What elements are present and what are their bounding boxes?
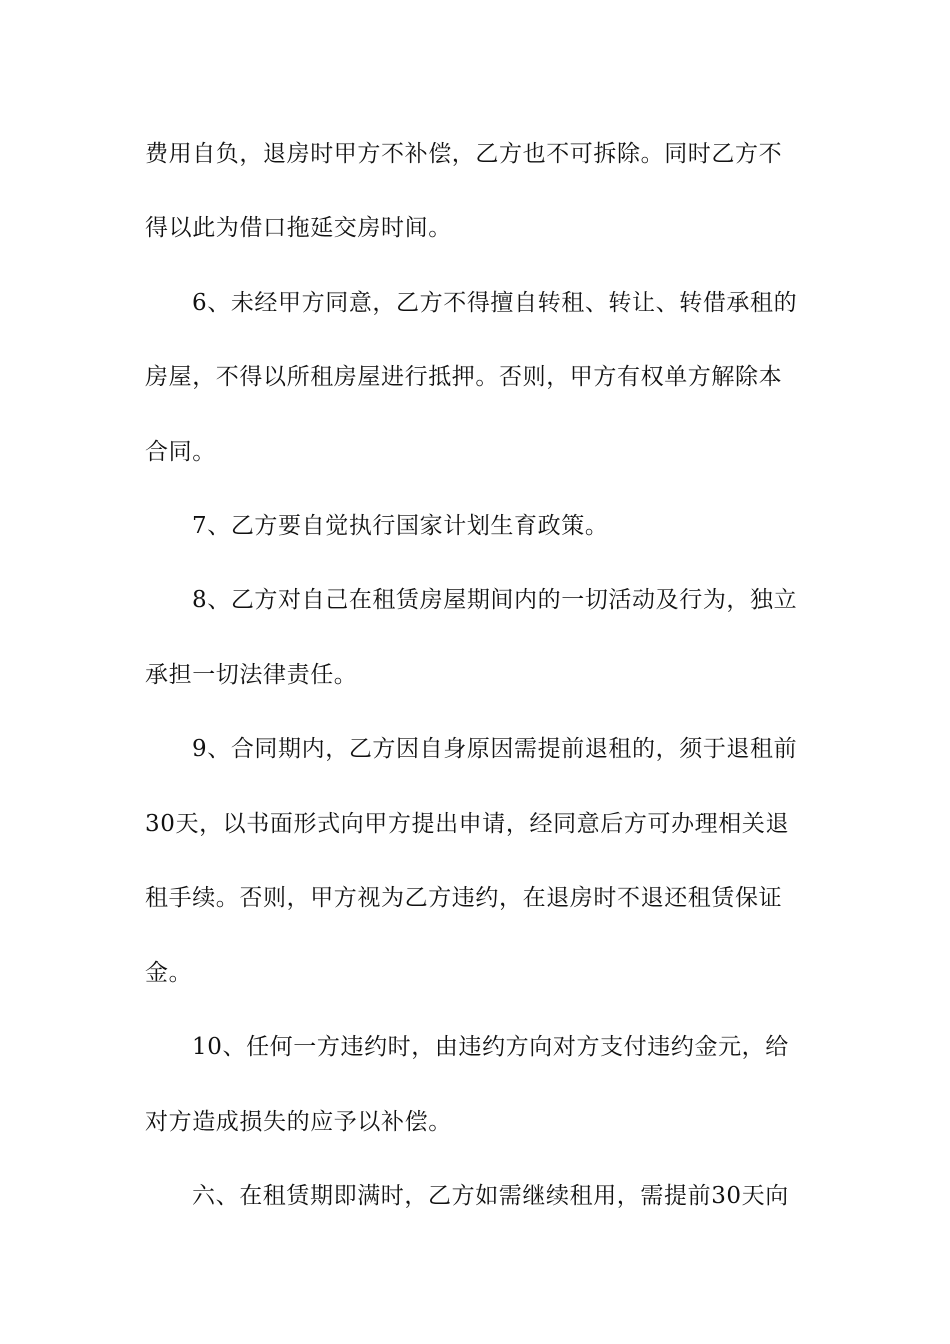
text-line: 对方造成损失的应予以补偿。 — [145, 1109, 452, 1135]
text-line: 8、乙方对自己在租赁房屋期间内的一切活动及行为，独立 — [192, 587, 798, 613]
text-line: 金。 — [145, 960, 193, 986]
text-line: 7、乙方要自觉执行国家计划生育政策。 — [192, 513, 609, 539]
text-line: 9、合同期内，乙方因自身原因需提前退租的，须于退租前 — [192, 736, 798, 762]
text-line: 费用自负，退房时甲方不补偿，乙方也不可拆除。同时乙方不 — [145, 141, 783, 167]
text-line: 6、未经甲方同意，乙方不得擅自转租、转让、转借承租的 — [192, 290, 798, 316]
text-line: 房屋，不得以所租房屋进行抵押。否则，甲方有权单方解除本 — [145, 364, 783, 390]
text-line: 合同。 — [145, 439, 216, 465]
text-line: 承担一切法律责任。 — [145, 662, 358, 688]
text-line: 10、任何一方违约时，由违约方向对方支付违约金元，给 — [192, 1034, 789, 1060]
text-line: 六、在租赁期即满时，乙方如需继续租用，需提前30天向 — [192, 1183, 789, 1209]
text-line: 得以此为借口拖延交房时间。 — [145, 215, 452, 241]
text-line: 30天，以书面形式向甲方提出申请，经同意后方可办理相关退 — [145, 811, 790, 837]
text-line: 租手续。否则，甲方视为乙方违约，在退房时不退还租赁保证 — [145, 885, 783, 911]
